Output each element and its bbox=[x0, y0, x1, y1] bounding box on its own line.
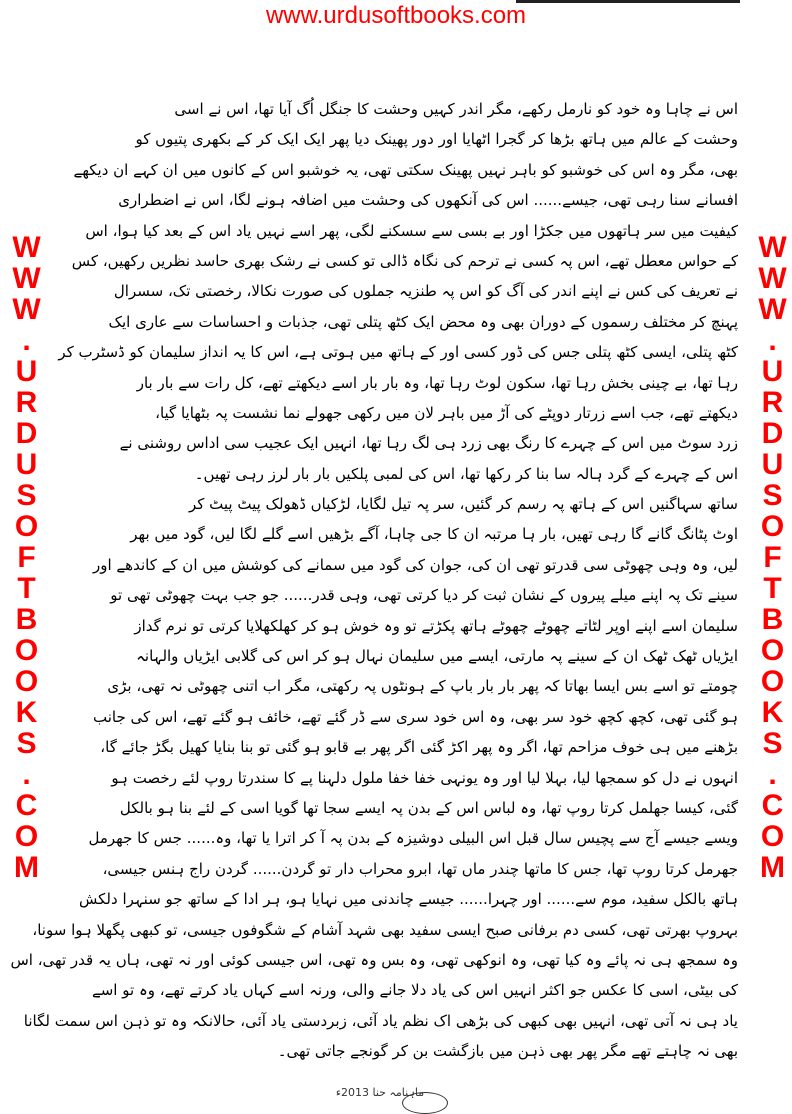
body-line: سینے تک پہ اپنے میلے پیروں کے نشان ثبت کر دیا کرتی تھی، وہی قدر...... جو جب بہت چھوٹی تھی تو bbox=[110, 586, 738, 605]
body-line: اوٹ پٹانگ گانے گا رہی تھیں، بار ہا مرتبہ ان کا جی چاہا، آگے بڑھیں اسے گلے لگا لیں، گود میں بھر bbox=[130, 525, 738, 544]
body-line: یاد ہی نہ آتی تھی، انہیں بھی کبھی کی بڑھی اک نظم یاد آئی، زبردستی یاد آئی، حالانکہ وہ تو ذہن اس سمت لگانا bbox=[23, 1011, 738, 1030]
body-line: بہروپ بھرتی تھی، کسی دم برفانی صبح ایسی سفید بھی شہد آشام کے شگوفوں جیسی، تو کبھی پگھلا ہوا سونا، bbox=[32, 920, 738, 939]
body-line: پہنچ کر مختلف رسموں کے دوران بھی وہ محض ایک کٹھ پتلی تھی، جذبات و احساسات سے عاری ایک bbox=[108, 312, 738, 331]
body-line: کیفیت میں سر ہاتھوں میں جکڑا اور بے بسی سے سسکنے لگی، پھر اسے نہیں یاد اس کے بعد کیا ہوا، اس bbox=[85, 221, 738, 240]
body-line: وہ سمجھ ہی نہ پائے وہ کیا تھی، وہ انوکھی تھی، وہ بس وہ تھی، اس جیسی کوئی اور نہ تھی، ہاں یہ قدر تھی، اس bbox=[10, 950, 738, 969]
page-number-oval bbox=[402, 1092, 448, 1114]
watermark-right: WWW.URDUSOFTBOOKS.COM bbox=[756, 230, 789, 882]
watermark-left: WWW.URDUSOFTBOOKS.COM bbox=[10, 230, 43, 882]
body-line: ہاتھ بالکل سفید، موم سے...... اور چہرا...... جیسے چاندنی میں نہایا ہو، ہر ادا کے ساتھ جو سنہرا دلکش bbox=[79, 890, 738, 909]
body-line: ایڑیاں ٹھک ٹھک ان کے سینے پہ مارتی، ایسے میں سلیمان نہال ہو کر اس کی گلابی ایڑیاں والہانہ bbox=[136, 647, 738, 666]
body-line: اس نے چاہا وہ خود کو نارمل رکھے، مگر اندر کہیں وحشت کا جنگل اُگ آیا تھا، اس نے اسی bbox=[174, 100, 738, 118]
body-line: لیں، وہ وہی چھوٹی سی قدرتو تھی ان کی، جوان کی گود میں سمانے کی کوشش میں ان کے کاندھے اور bbox=[92, 555, 738, 574]
body-line: انہوں نے دل کو سمجھا لیا، بہلا لیا اور وہ یونہی خفا خفا ملول دلہنا پے کا سندرتا روپ لئے رخصت ہو bbox=[111, 768, 738, 787]
body-line: افسانے سنا رہی تھی، جیسے...... اس کی آنکھوں کی وحشت میں اضافہ ہونے لگا، اس نے اضطراری bbox=[118, 191, 738, 210]
body-line: بڑھنے میں ہی خوف مزاحم تھا، اگر وہ پھر اکڑ گئی اگر پھر بے قابو ہو گئی تو بنا بنایا کھیل بگڑ جائے گا، bbox=[100, 738, 738, 757]
body-line: نے تعریف کی کس نے اپنے اندر کی آگ کو اس پہ طنزیہ جملوں کی صورت نکالا، رخصتی تک، سسرال bbox=[113, 282, 738, 301]
body-line: گئی، کیسا جھلمل کرتا روپ تھا، وہ لباس اس کے بدن پہ ایسے سجا تھا گویا اسی کے لئے بنا ہو بالکل bbox=[119, 798, 738, 817]
body-line: ویسے جیسے آج سے پچیس سال قبل اس البیلی دوشیزہ کے بدن پہ آ کر اترا یا تھا، وہ...... جس کا جھرمل bbox=[88, 829, 738, 848]
body-line: دیکھتے تھے، جب اسے زرتار دوپٹے کی آڑ میں باہر لان میں رکھی جھولے نما نشست پہ بٹھایا گیا، bbox=[155, 403, 738, 422]
body-line: اس کے چہرے کے گرد ہالہ سا بنا کر رکھا تھا، اس کی لمبی پلکیں بار بار لرز رہی تھیں۔ bbox=[194, 464, 738, 483]
body-line: جھرمل کرتا روپ تھا، جس کا ماتھا چندر ماں تھا، ابرو محراب دار تو گردن...... گردن راج ہنس جیسی، bbox=[102, 859, 738, 878]
body-line: رہا تھا، بے چینی بخش رہا تھا، سکون لوٹ رہا تھا، وہ بار بار اسے دیکھتے تھے، کل رات سے بار بار bbox=[136, 373, 738, 392]
body-line: وحشت کے عالم میں ہاتھ بڑھا کر گجرا اٹھایا اور دور پھینک دیا پھر ایک ایک کر کے بکھری پتیوں کو bbox=[135, 130, 738, 149]
page-footer: ماہنامہ حنا 2013ء bbox=[335, 1086, 425, 1099]
body-line: کٹھ پتلی، ایسی کٹھ پتلی جس کی ڈور کسی اور کے ہاتھ میں ہوتی ہے، اس کا یہ انداز سلیمان کو ڈسٹرب کر bbox=[58, 343, 738, 362]
body-line: بھی نہ چاہتے تھے مگر پھر بھی ذہن میں بازگشت بن کر گونجے جاتی تھی۔ bbox=[277, 1042, 738, 1061]
body-line: ساتھ سہاگنیں اس کے ہاتھ پہ رسم کر گئیں، سر پہ تیل لگایا، لڑکیاں ڈھولک پیٹ پیٹ کر bbox=[188, 495, 738, 514]
body-line: بھی، مگر وہ اس کی خوشبو کو باہر نہیں پھینک سکتی تھی، یہ خوشبو اس کے کانوں میں ان کہے ان دیکھے bbox=[73, 160, 738, 179]
site-url-link[interactable]: www.urdusoftbooks.com bbox=[265, 2, 527, 29]
body-line: زرد سوٹ میں اس کے چہرے کا رنگ بھی زرد ہی لگ رہا تھا، انہیں ایک عجیب سی اداس روشنی نے bbox=[119, 434, 738, 453]
body-line: سلیمان اسے اپنے اوپر لٹاتے چھوٹے چھوٹے ہاتھ پکڑتے تو وہ خوش ہو کر کھلکھلایا کرتی تو نرم گداز bbox=[134, 616, 738, 635]
body-line: کے حواس معطل تھے، اس پہ کسی نے ترحم کی نگاہ ڈالی تو کسی نے رشک بھری حاسد نظریں رکھیں، کس bbox=[71, 251, 738, 270]
body-line: کی بیٹی، اسی کا عکس جو اکثر انہیں اس کی یاد دلا جانے والی، ورنہ اسے کہاں یاد کرتے تھے، وہ تو اسے bbox=[91, 981, 738, 1000]
body-line: ہو گئی تھی، کچھ کچھ خود سر بھی، وہ اس خود سری سے ڈر گئے تھے، خائف ہو گئے تھے، اس کی جانب bbox=[93, 707, 738, 726]
body-line: چومتے تو اسے بس ایسا بھاتا کہ پھر بار بار باپ کے ہونٹوں پہ رکھتی، مگر اب اتنی چھوٹی نہ تھی، بڑی bbox=[107, 677, 738, 696]
